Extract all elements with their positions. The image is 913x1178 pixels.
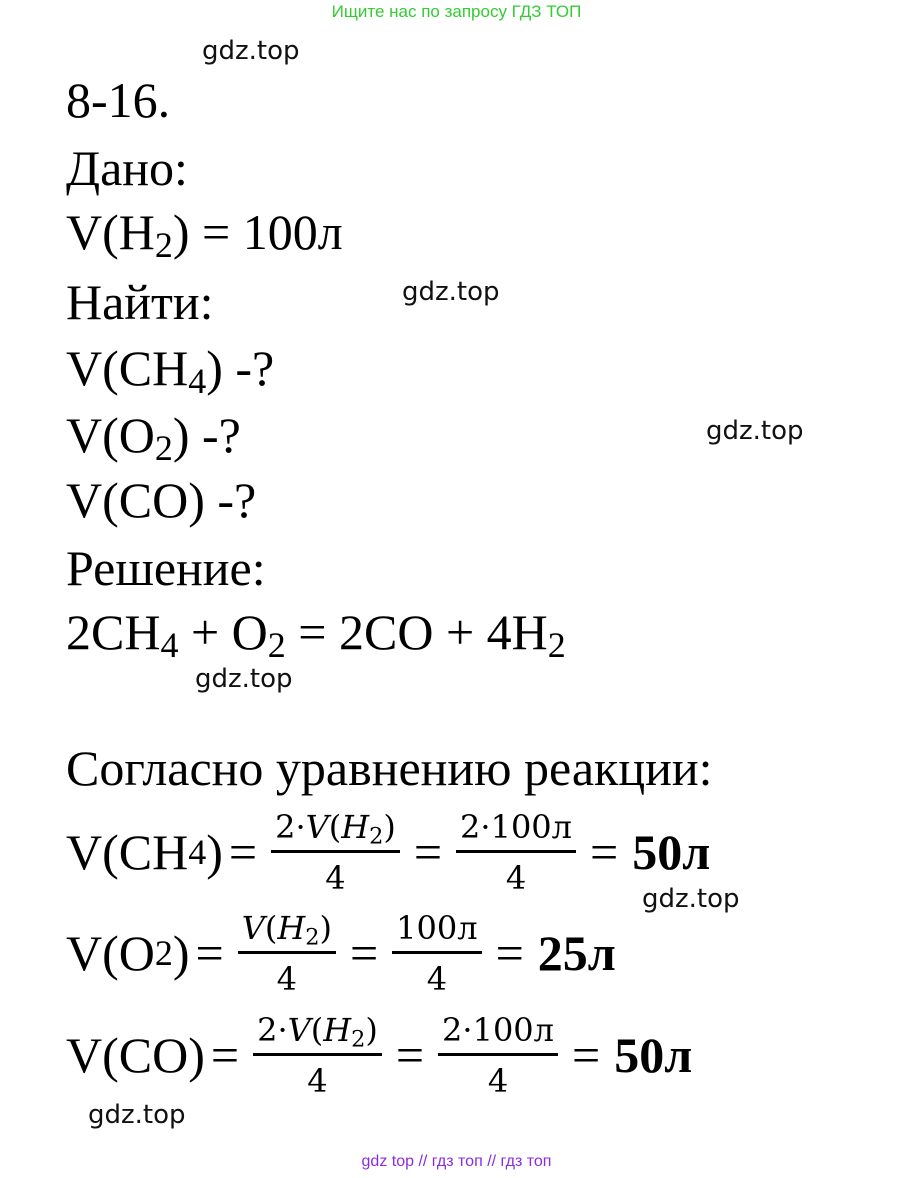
fraction: $\frac{2\cdot 100л}{4}$ xyxy=(438,1011,558,1100)
solution-heading: Решение: xyxy=(66,540,266,596)
result: 50л xyxy=(614,1027,693,1083)
calc-row: V(CO) = $\frac{2\cdot V(H_2)}{4}$ = $\frac{2\cdot 100л}{4}$ = 50л xyxy=(66,1010,693,1100)
top-banner: Ищите нас по запросу ГДЗ ТОП xyxy=(331,2,582,21)
watermark: gdz.top xyxy=(195,664,293,694)
watermark: gdz.top xyxy=(88,1100,186,1130)
fraction: $\frac{V(H_2)}{4}$ xyxy=(238,909,336,998)
problem-number: 8-16. xyxy=(66,72,171,128)
calc-row: V(O 2 ) = $\frac{V(H_2)}{4}$ = $\frac{100л}{4}$ = 25л xyxy=(66,908,616,998)
according-text: Согласно уравнению реакции: xyxy=(66,740,713,796)
find-item: $V(O_2)$ -? xyxy=(66,407,241,468)
reaction-equation: $2CH_4 + O_2 = 2CO + 4H_2$ xyxy=(66,604,566,665)
fraction: $\frac{2\cdot 100л}{4}$ xyxy=(456,808,576,897)
calc-row: V(CH 4 ) = $\frac{2\cdot V(H_2)}{4}$ = $\frac{2\cdot 100л}{4}$ = 50л xyxy=(66,807,711,897)
find-heading: Найти: xyxy=(66,274,214,330)
result: 25л xyxy=(537,925,616,981)
find-item: $V(CH_4)$ -? xyxy=(66,340,275,401)
fraction: $\frac{2\cdot V(H_2)}{4}$ xyxy=(271,808,400,897)
fraction: $\frac{2\cdot V(H_2)}{4}$ xyxy=(253,1011,382,1100)
watermark: gdz.top xyxy=(642,884,740,914)
fraction: $\frac{100л}{4}$ xyxy=(392,909,481,998)
footer-links[interactable]: gdz top // гдз топ // гдз топ xyxy=(361,1153,552,1170)
given-heading: Дано: xyxy=(66,140,188,196)
watermark: gdz.top xyxy=(706,416,804,446)
watermark: gdz.top xyxy=(402,277,500,307)
result: 50л xyxy=(632,824,711,880)
given-value: $V(H_2) = 100л$ xyxy=(66,204,343,265)
watermark: gdz.top xyxy=(202,36,300,66)
find-item: V(CO) -? xyxy=(66,472,257,528)
